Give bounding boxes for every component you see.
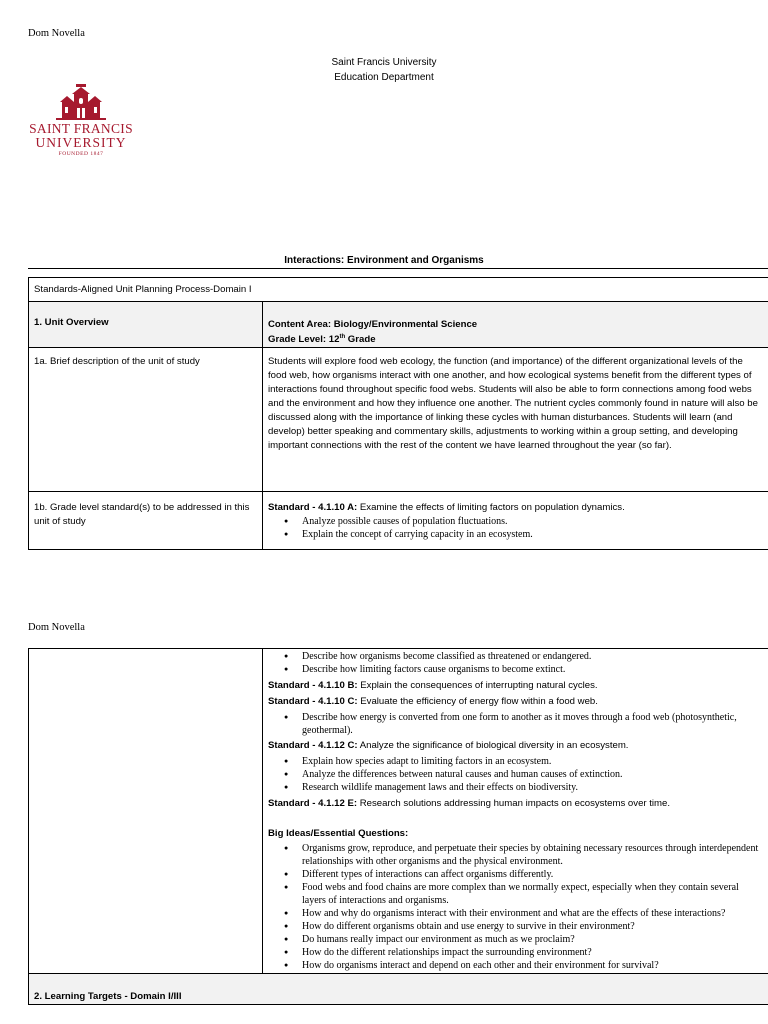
standards-content (263, 492, 768, 550)
unit-overview-label: 1. Unit Overview (29, 302, 263, 348)
logo-line2: UNIVERSITY (35, 135, 127, 150)
standard-4-1-12-c-bullets (268, 755, 764, 794)
logo-line1: SAINT FRANCIS (29, 121, 133, 136)
list-item: ● How do the different relationships impact the surrounding environment? (302, 946, 764, 959)
list-item: ● Describe how organisms become classified as threatened or endangered. (302, 650, 764, 663)
institution-name: Saint Francis University (331, 57, 437, 68)
standards-label: 1b. Grade level standard(s) to be addressed in this unit of study (29, 492, 263, 550)
list-item: ● Do humans really impact our environment as much as we proclaim? (302, 933, 764, 946)
department-name: Education Department (334, 72, 434, 83)
description-label: 1a. Brief description of the unit of study (29, 348, 263, 492)
list-item: ● Analyze the differences between natural causes and human causes of extinction. (302, 768, 764, 781)
unit-planning-table (28, 277, 768, 550)
standard-4-1-10-c: Standard - 4.1.10 C: Evaluate the efficiency of energy flow within a food web. (268, 696, 598, 707)
big-ideas-list (268, 842, 764, 972)
title-divider (28, 268, 768, 269)
list-item: ● How do different organisms obtain and use energy to survive in their environment? (302, 920, 764, 933)
standard-4-1-12-c: Standard - 4.1.12 C: Analyze the significance of biological diversity in an ecosystem. (268, 740, 629, 751)
content-area: Content Area: Biology/Environmental Science (268, 319, 478, 330)
standard-4-1-12-e: Standard - 4.1.12 E: Research solutions addressing human impacts on ecosystems over time. (268, 798, 671, 809)
list-item: ● Research wildlife management laws and their effects on biodiversity. (302, 781, 764, 794)
institution-header (264, 55, 504, 85)
list-item: ● Different types of interactions can affect organisms differently. (302, 868, 764, 881)
description-text: Students will explore food web ecology, the function (and importance) of the different organizational levels of the food web, how organisms interact with one another, and how ecological systems benefit from the different types of interactions found throughout specific food webs. Students will also be able to form connections among food webs and the environment and how they influence one another. The nutrient cycles commonly found in nature will also be discussed along with the importance of linking these cycles with human disturbances. Students will learn (and develop) better speaking and commentary skills, adjustments to working within a group setting, and developing important connections with the rest of the content we have learned throughout the year (so far). (263, 348, 768, 492)
grade-level: Grade Level: 12th Grade (268, 334, 376, 346)
list-item: ● How do organisms interact and depend on each other and their environment for survival? (302, 959, 764, 972)
author-name: Dom Novella (28, 28, 85, 39)
unit-overview-content (263, 302, 768, 348)
empty-label-cell (29, 649, 263, 974)
table-header: Standards-Aligned Unit Planning Process-Domain I (29, 278, 768, 302)
list-item: ● Analyze possible causes of population fluctuations. (302, 515, 764, 528)
list-item: ● Explain how species adapt to limiting factors in an ecosystem. (302, 755, 764, 768)
learning-targets-label: 2. Learning Targets - Domain I/III (29, 974, 768, 1005)
continued-bullets (268, 650, 764, 676)
list-item: ● Describe how limiting factors cause organisms to become extinct. (302, 663, 764, 676)
list-item: ● How and why do organisms interact with their environment and what are the effects of these interactions? (302, 907, 764, 920)
standard-c-bullets (268, 711, 764, 737)
list-item: ● Describe how energy is converted from one form to another as it moves through a food web (photosynthetic, geothermal). (302, 711, 764, 737)
logo-founded: FOUNDED 1847 (58, 151, 104, 157)
building-icon (26, 82, 136, 122)
document-title: Interactions: Environment and Organisms (284, 255, 484, 266)
list-item: ● Explain the concept of carrying capacity in an ecosystem. (302, 528, 764, 541)
standards-continued (263, 649, 768, 974)
standard-4-1-10-b: Standard - 4.1.10 B: Explain the consequences of interrupting natural cycles. (268, 680, 598, 691)
standard-4-1-10-a: Standard - 4.1.10 A: Examine the effects of limiting factors on population dynamics. (268, 502, 625, 513)
standard-a-bullets (268, 515, 764, 541)
unit-planning-table-continued (28, 648, 768, 1005)
university-logo (26, 82, 136, 160)
list-item: ● Food webs and food chains are more complex than we normally expect, especially when they contain several layers of interactions and organisms. (302, 881, 764, 907)
big-ideas-title: Big Ideas/Essential Questions: (268, 828, 409, 839)
author-name-page2: Dom Novella (28, 622, 85, 633)
list-item: ● Organisms grow, reproduce, and perpetuate their species by obtaining necessary resources through interdependent relationships with other organisms and the physical environment. (302, 842, 764, 868)
